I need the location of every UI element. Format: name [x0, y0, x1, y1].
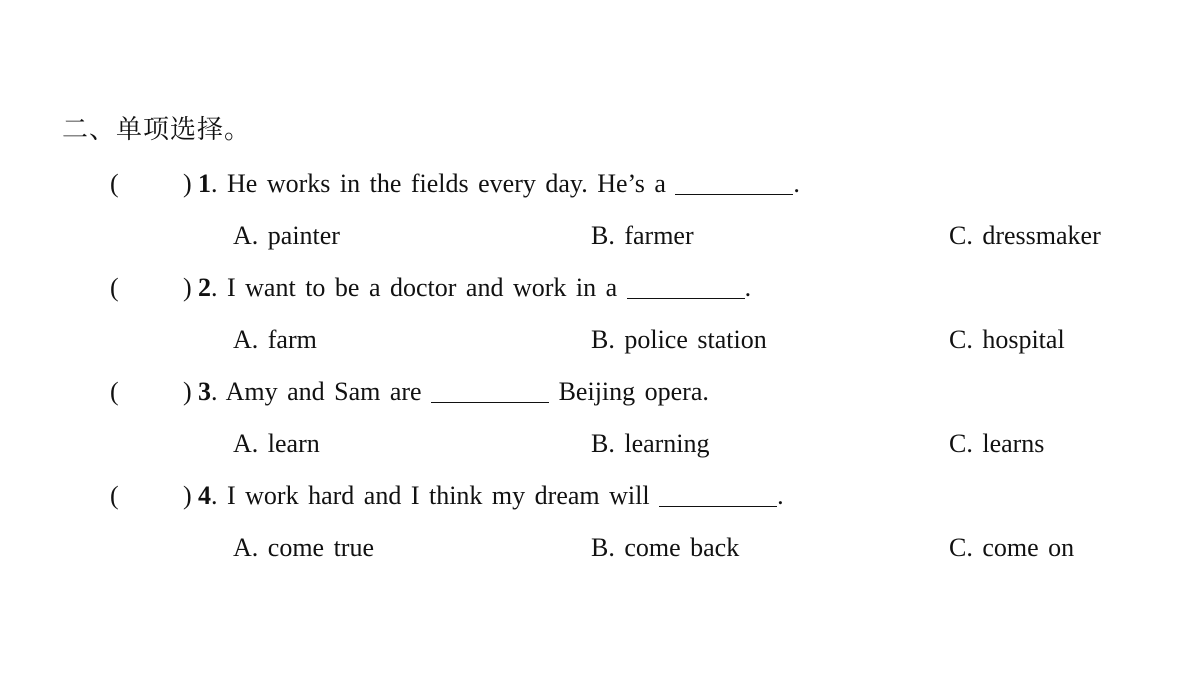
question-stem-end: .: [777, 481, 784, 510]
option-c[interactable]: C. learns: [949, 429, 1045, 458]
answer-paren-close: ): [183, 481, 192, 510]
option-a[interactable]: A. come true: [233, 533, 375, 562]
question-stem: Amy and Sam are: [225, 377, 432, 406]
question-4-options: [0, 528, 1200, 568]
question-stem-end: .: [744, 273, 752, 302]
option-b[interactable]: B. come back: [591, 533, 740, 562]
option-b[interactable]: B. farmer: [591, 221, 694, 250]
answer-paren-close: ): [183, 169, 192, 198]
question-3-options: [0, 424, 1200, 464]
question-4: [0, 476, 1200, 516]
question-dot: .: [211, 377, 226, 406]
question-number: 3: [198, 377, 211, 406]
option-c[interactable]: C. come on: [949, 533, 1075, 562]
option-a[interactable]: A. learn: [233, 429, 320, 458]
option-a[interactable]: A. painter: [233, 221, 340, 250]
question-dot: .: [211, 273, 227, 302]
question-number: 1: [198, 169, 211, 198]
question-stem-end: .: [793, 169, 800, 198]
question-3: [0, 372, 1200, 412]
answer-blank[interactable]: [675, 170, 793, 195]
question-dot: .: [211, 169, 227, 198]
question-number: 2: [198, 273, 211, 302]
question-2: [0, 268, 1200, 308]
answer-paren-open: (: [110, 169, 119, 198]
question-number: 4: [198, 481, 211, 510]
option-c[interactable]: C. hospital: [949, 325, 1065, 354]
question-stem: I want to be a doctor and work in a: [227, 273, 627, 302]
question-2-options: [0, 320, 1200, 360]
option-a[interactable]: A. farm: [233, 325, 317, 354]
answer-paren-close: ): [183, 273, 192, 302]
question-text: [198, 164, 800, 204]
section-title: 二、单项选择。: [62, 115, 252, 145]
question-1: [0, 164, 1200, 204]
question-text: [198, 372, 709, 412]
question-stem: I work hard and I think my dream will: [227, 481, 660, 510]
question-text: [198, 268, 751, 308]
answer-paren-close: ): [183, 377, 192, 406]
answer-blank[interactable]: [431, 378, 549, 403]
answer-blank[interactable]: [627, 274, 745, 299]
question-text: [198, 476, 784, 516]
question-stem: He works in the fields every day. He’s a: [227, 169, 676, 198]
answer-paren-open: (: [110, 481, 119, 510]
option-b[interactable]: B. police station: [591, 325, 767, 354]
option-c[interactable]: C. dressmaker: [949, 221, 1101, 250]
question-1-options: [0, 216, 1200, 256]
question-stem-end: Beijing opera.: [549, 377, 709, 406]
answer-blank[interactable]: [659, 482, 777, 507]
answer-paren-open: (: [110, 377, 119, 406]
option-b[interactable]: B. learning: [591, 429, 710, 458]
question-dot: .: [211, 481, 227, 510]
answer-paren-open: (: [110, 273, 119, 302]
